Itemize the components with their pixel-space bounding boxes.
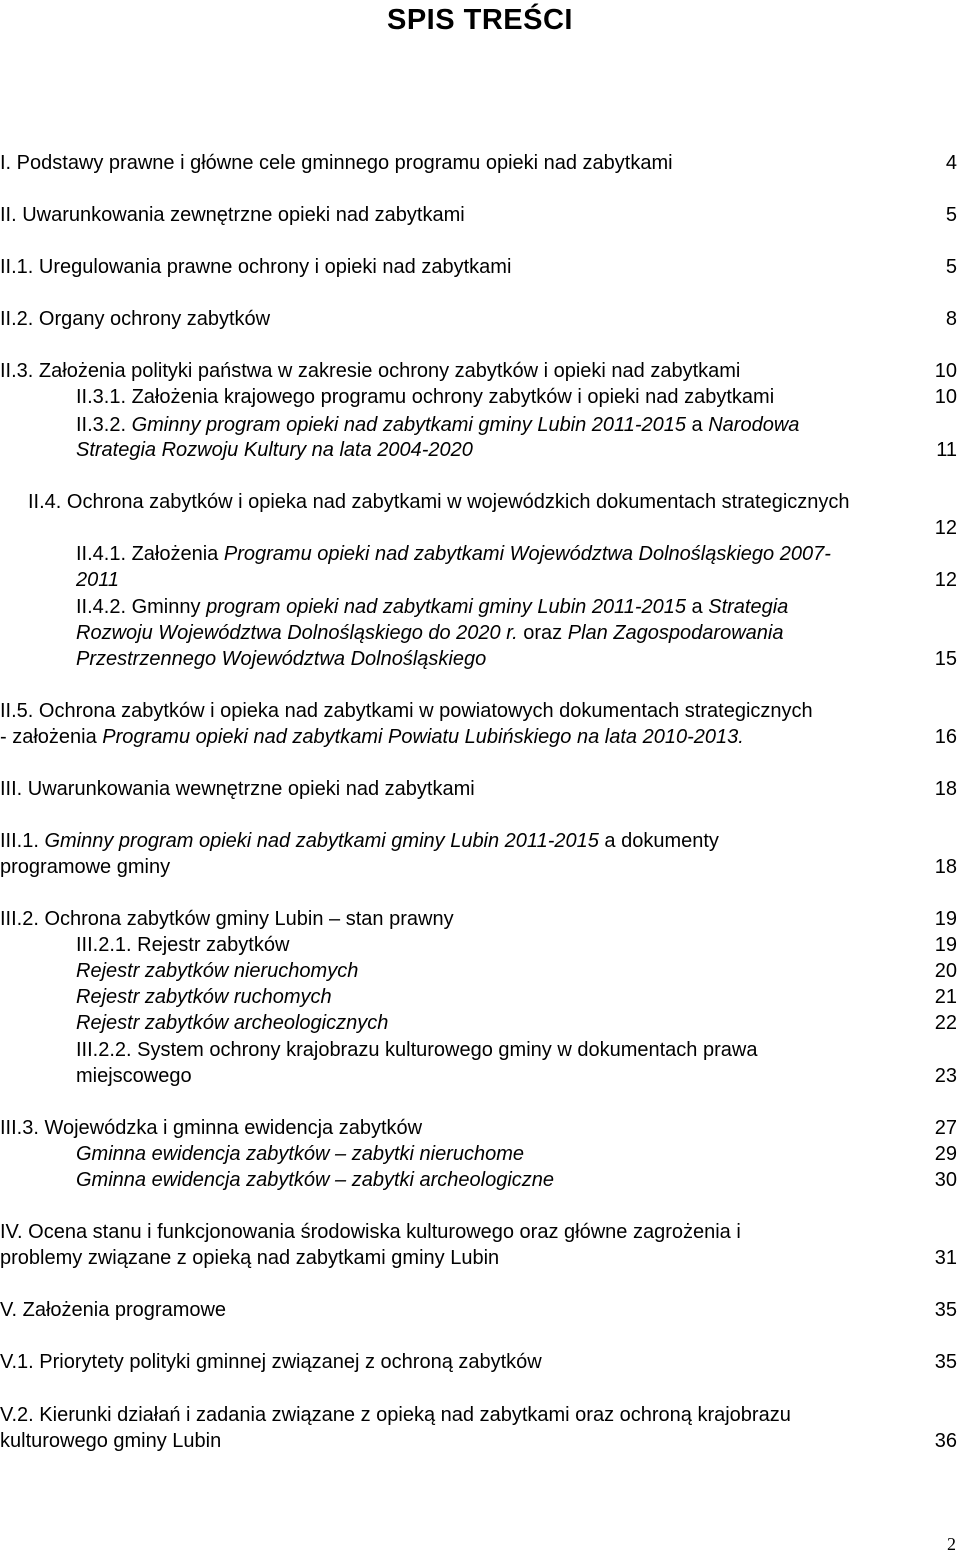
- toc-entry: [0, 1297, 226, 1323]
- toc-entry-text: II.3.2.: [76, 414, 132, 436]
- toc-entry: [0, 306, 270, 332]
- toc-entry: [76, 541, 831, 567]
- toc-entry-text: oraz: [517, 622, 568, 644]
- toc-entry-text: Programu opieki nad zabytkami Powiatu Lubińskiego na lata 2010-2013.: [102, 726, 744, 748]
- toc-entry-text: II.4. Ochrona zabytków i opieka nad zabytkami w wojewódzkich dokumentach strategicznych: [28, 491, 850, 513]
- toc-entry-text: II.1. Uregulowania prawne ochrony i opieki nad zabytkami: [0, 256, 512, 278]
- toc-entry: [76, 1010, 388, 1036]
- page-title: SPIS TREŚCI: [387, 4, 573, 36]
- toc-page-number: 31: [934, 1247, 957, 1269]
- toc-entry: [76, 1063, 192, 1089]
- toc-entry-text: I. Podstawy prawne i główne cele gminnego programu opieki nad zabytkami: [0, 152, 673, 174]
- toc-entry-text: III.3. Wojewódzka i gminna ewidencja zabytków: [0, 1117, 423, 1139]
- toc-page-number: 35: [934, 1351, 957, 1373]
- toc-entry-text: problemy związane z opieką nad zabytkami gminy Lubin: [0, 1247, 500, 1269]
- toc-entry: [0, 906, 454, 932]
- toc-entry: [0, 1349, 542, 1375]
- toc-entry: [76, 932, 289, 958]
- toc-entry-text: a: [685, 414, 709, 436]
- toc-page-number: 22: [934, 1012, 957, 1034]
- toc-entry-text: III. Uwarunkowania wewnętrzne opieki nad zabytkami: [0, 778, 475, 800]
- toc-entry: [0, 854, 170, 880]
- toc-entry-text: program opieki nad zabytkami gminy Lubin 2011-2015: [206, 596, 686, 618]
- toc-page-number: 18: [934, 778, 957, 800]
- toc-entry-text: III.2.2. System ochrony krajobrazu kulturowego gminy w dokumentach prawa: [76, 1039, 758, 1061]
- toc-entry-text: II. Uwarunkowania zewnętrzne opieki nad zabytkami: [0, 204, 465, 226]
- toc-page-number: 35: [934, 1299, 957, 1321]
- toc-entry: [0, 1428, 221, 1454]
- toc-page-number: 19: [934, 908, 957, 930]
- toc-entry: [76, 594, 788, 620]
- toc-entry-text: Gminny program opieki nad zabytkami gminy Lubin 2011-2015: [131, 414, 686, 436]
- toc-entry: [0, 1115, 422, 1141]
- toc-page-number: 27: [934, 1117, 957, 1139]
- toc-entry-text: II.4.2. Gminny: [76, 596, 207, 618]
- toc-entry: [76, 1167, 554, 1193]
- toc-page-number: 30: [934, 1169, 957, 1191]
- toc-entry-text: II.4.1. Założenia: [76, 543, 224, 565]
- toc-entry-text: 2011: [76, 569, 120, 591]
- toc-page-number: 15: [934, 648, 957, 670]
- toc-entry: [0, 828, 719, 854]
- toc-entry-text: miejscowego: [76, 1065, 192, 1087]
- toc-entry-text: Rejestr zabytków ruchomych: [76, 986, 332, 1008]
- toc-entry-text: II.2. Organy ochrony zabytków: [0, 308, 271, 330]
- toc-entry-text: Strategia Rozwoju Kultury na lata 2004-2020: [76, 439, 473, 461]
- toc-entry: [0, 358, 740, 384]
- toc-entry-text: V.1. Priorytety polityki gminnej związanej z ochroną zabytków: [0, 1351, 542, 1373]
- toc-entry-text: kulturowego gminy Lubin: [0, 1430, 222, 1452]
- toc-entry: [0, 776, 475, 802]
- toc-entry-text: II.3. Założenia polityki państwa w zakresie ochrony zabytków i opieki nad zabytkami: [0, 360, 741, 382]
- toc-entry: [0, 698, 813, 724]
- toc-entry-text: V. Założenia programowe: [0, 1299, 227, 1321]
- toc-entry: [0, 724, 744, 750]
- toc-entry-text: Gminna ewidencja zabytków – zabytki nieruchome: [76, 1143, 524, 1165]
- toc-entry-text: - założenia: [0, 726, 103, 748]
- toc-entry-text: Gminny program opieki nad zabytkami gminy Lubin 2011-2015: [44, 830, 599, 852]
- toc-page-number: 11: [936, 439, 957, 461]
- page-number: 2: [947, 1534, 956, 1554]
- toc-entry: [76, 1037, 757, 1063]
- toc-entry-text: Strategia: [708, 596, 789, 618]
- toc-entry-text: programowe gminy: [0, 856, 171, 878]
- toc-page-number: 21: [934, 986, 957, 1008]
- toc-entry: [76, 567, 119, 593]
- toc-entry-text: Rejestr zabytków archeologicznych: [76, 1012, 389, 1034]
- toc-entry: [76, 620, 783, 646]
- toc-page-number: 10: [934, 386, 957, 408]
- toc-entry: [0, 254, 511, 280]
- toc-entry: [76, 384, 774, 410]
- toc-entry-text: Rozwoju Województwa Dolnośląskiego do 2020 r.: [76, 622, 518, 644]
- toc-page-number: 8: [945, 308, 957, 330]
- toc-entry: [76, 958, 358, 984]
- toc-page-number: 5: [945, 204, 957, 226]
- toc-entry-text: Narodowa: [708, 414, 800, 436]
- toc-entry: [76, 984, 332, 1010]
- toc-page-number: 4: [945, 152, 957, 174]
- toc-entry: [0, 202, 465, 228]
- toc-entry-text: III.1.: [0, 830, 45, 852]
- toc-entry: [28, 489, 850, 515]
- toc-entry-text: V.2. Kierunki działań i zadania związane z opieką nad zabytkami oraz ochroną krajobrazu: [0, 1404, 791, 1426]
- toc-entry-text: Przestrzennego Województwa Dolnośląskiego: [76, 648, 487, 670]
- toc-entry-text: a: [685, 596, 709, 618]
- toc-page-number: 5: [945, 256, 957, 278]
- toc-entry: [0, 1219, 741, 1245]
- toc-page-number: 12: [934, 569, 957, 591]
- toc-page-number: 36: [934, 1430, 957, 1452]
- toc-entry: [0, 1402, 791, 1428]
- toc-page-number: 23: [934, 1065, 957, 1087]
- toc-entry-text: II.5. Ochrona zabytków i opieka nad zabytkami w powiatowych dokumentach strategicznych: [0, 700, 813, 722]
- toc-page-number: 19: [934, 934, 957, 956]
- toc-entry-text: Programu opieki nad zabytkami Województwa Dolnośląskiego 2007-: [223, 543, 831, 565]
- toc-entry-text: Rejestr zabytków nieruchomych: [76, 960, 359, 982]
- toc-entry-text: III.2.1. Rejestr zabytków: [76, 934, 290, 956]
- toc-entry: [76, 646, 486, 672]
- toc-entry: [0, 1245, 499, 1271]
- toc-entry-text: Gminna ewidencja zabytków – zabytki archeologiczne: [76, 1169, 555, 1191]
- toc-page-number: 18: [934, 856, 957, 878]
- toc-entry: [76, 437, 473, 463]
- toc-page-number: 16: [934, 726, 957, 748]
- toc-entry-text: a dokumenty: [598, 830, 719, 852]
- toc-page-number: 12: [934, 517, 957, 539]
- toc-entry-text: III.2. Ochrona zabytków gminy Lubin – stan prawny: [0, 908, 454, 930]
- toc-entry: [0, 150, 673, 176]
- toc-page-number: 29: [934, 1143, 957, 1165]
- toc-entry-text: II.3.1. Założenia krajowego programu ochrony zabytków i opieki nad zabytkami: [76, 386, 775, 408]
- toc-entry: [76, 412, 799, 438]
- toc-entry: [76, 1141, 524, 1167]
- toc-entry-text: Plan Zagospodarowania: [567, 622, 784, 644]
- toc-page-number: 20: [934, 960, 957, 982]
- toc-entry-text: IV. Ocena stanu i funkcjonowania środowiska kulturowego oraz główne zagrożenia i: [0, 1221, 741, 1243]
- toc-page-number: 10: [934, 360, 957, 382]
